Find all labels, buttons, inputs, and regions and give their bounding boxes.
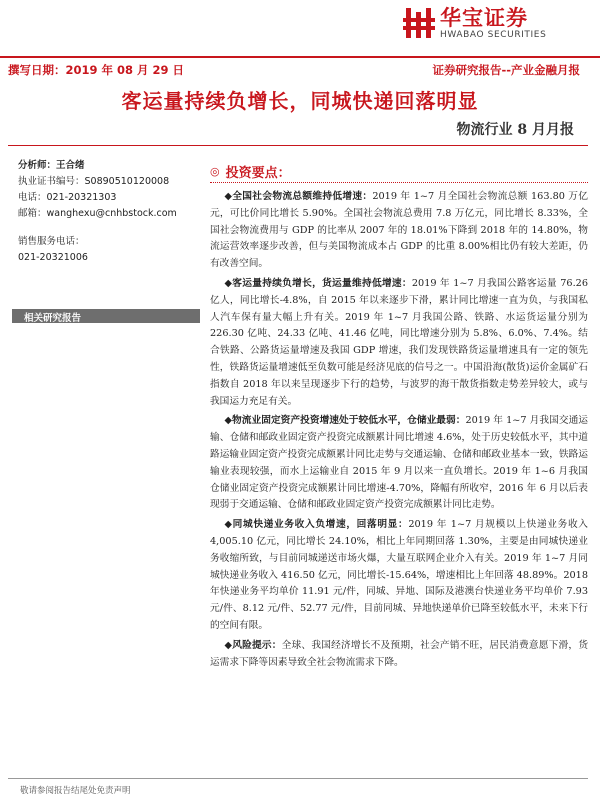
sales-phone: 021-20321006 <box>18 252 88 263</box>
email-label: 邮箱： <box>18 208 47 219</box>
key-points-section <box>210 160 588 674</box>
key-points-heading: 投资要点： <box>225 165 291 181</box>
key-point-lead: ◆同城快递业务收入负增速，回落明显： <box>224 519 409 531</box>
license-number: S0890510120008 <box>84 176 170 187</box>
phone-row <box>18 190 188 206</box>
key-point-paragraph <box>210 638 588 672</box>
key-point-paragraph <box>210 189 588 273</box>
key-point-paragraph <box>210 413 588 514</box>
key-point-body: 全球、我国经济增长不及预期，社会产销不旺，居民消费意愿下滑，货运需求下降等因素导致全社会物流需求下降。 <box>210 639 589 668</box>
key-point-body: 2019 年 1~7 月我国公路客运量 76.26 亿人，同比增长-4.8%，自 2015 年以来逐步下滑，累计同比增速一直为负，与我国私人汽车保有量大幅上升有关。2019 年 1~7 月我国公路、铁路、水运货运量分别为 226.30 亿吨、24.33 亿吨、41.46 亿吨，同比增速分别为 5.8%、6.0%、7.4%。结合铁路、公路货运量增速及我国 GDP 增速，我们发现铁路货运量增速具有一定的领先性，铁路货运量增速低至负数可能是经济见底的信号之一。中国沿海(散货)运价金属矿石指数自 2018 年以来呈现逐步下行的趋势，与波罗的海干散货指数走势差异较大，或与我国运力充足有关。 <box>210 277 588 407</box>
logo-en-name: HWABAO SECURITIES <box>440 30 547 40</box>
key-point-body: 2019 年 1~7 月全国社会物流总额 163.80 万亿元，可比价同比增长 5.90%。全国社会物流总费用 7.8 万亿元，同比增长 8.33%，全国社会物流费用与 GDP 的比率从 2007 年的 18.01%下降到 2018 年的 14.80%，物流运营效率逐步改善，但与美国物流成本占 GDP 的比重 8.00%相比仍有较大差距，仍有改善空间。 <box>210 191 588 270</box>
key-point-body: 2019 年 1~7 月规模以上快递业务收入 4,005.10 亿元，同比增长 24.10%，相比上年同期回落 1.30%，主要是由同城快递业务收缩所致，与目前同城递送市场火爆，大量互联网企业介入有关。2019 年 1~7 月同城快递业务收入 416.50 亿元，同比增长-15.64%，增速相比上年回落 48.89%。2018 年快递业务平均单价 11.91 元/件，同城、异地、国际及港澳台快递业务平均单价 7.93 元/件、8.12 元/件、52.77 元/件，目前同城、异地快递单价已降至较低水平，未来下行的空间有限。 <box>210 519 588 631</box>
analyst-info <box>18 158 188 266</box>
key-point-body: 2019 年 1~7 月我国交通运输、仓储和邮政业固定资产投资完成额累计同比增速 4.6%，处于历史较低水平，其中道路运输业固定资产投资完成额累计同比走势与交通运输、仓储和邮政业基本一致，铁路运输业表现较强，而水上运输业自 2015 年 9 月以来一直负增长。2019 年 1~6 月我国仓储业固定资产投资完成额累计同比增速-4.70%，降幅有所收窄，2016 年 6 月以后表现弱于交通运输、仓储和邮政业固定资产投资完成额累计同比走势。 <box>210 415 588 511</box>
report-title: 客运量持续负增长，同城快递回落明显 <box>121 89 479 113</box>
related-reports-label: 相关研究报告 <box>24 313 82 324</box>
report-type: 证券研究报告--产业金融月报 <box>432 63 580 77</box>
header-divider <box>0 56 600 58</box>
key-point-lead: ◆风险提示： <box>224 639 282 651</box>
license-label: 执业证书编号： <box>18 176 85 187</box>
title-divider <box>8 145 588 146</box>
phone-number: 021-20321303 <box>46 192 117 203</box>
key-point-lead: ◆物流业固定资产投资增速处于较低水平，仓储业最弱： <box>224 415 466 427</box>
footer-divider <box>8 778 588 779</box>
email-address[interactable]: wanghexu@cnhbstock.com <box>46 208 177 219</box>
key-point-paragraph <box>210 276 588 410</box>
key-point-lead: ◆客运量持续负增长，货运量维持低增速： <box>224 277 412 289</box>
sales-label: 销售服务电话： <box>18 236 85 247</box>
key-point-lead: ◆全国社会物流总额维持低增速： <box>224 191 373 202</box>
key-points-header <box>210 160 588 183</box>
logo-cn-name: 华宝证券 <box>440 6 528 30</box>
key-point-paragraph <box>210 517 588 635</box>
company-logo <box>402 6 546 41</box>
hwabao-logo-icon <box>402 6 436 40</box>
disclaimer-note: 敬请参阅报告结尾处免责声明 <box>20 786 131 796</box>
analyst-name: 分析师：王合绪 <box>18 160 85 171</box>
report-date: 撰写日期：2019 年 08 月 29 日 <box>8 63 185 77</box>
target-bullet-icon: ◎ <box>210 164 220 178</box>
email-row <box>18 206 188 222</box>
license-row <box>18 174 188 190</box>
report-subtitle: 物流行业 8 月月报 <box>456 122 574 138</box>
phone-label: 电话： <box>18 192 47 203</box>
